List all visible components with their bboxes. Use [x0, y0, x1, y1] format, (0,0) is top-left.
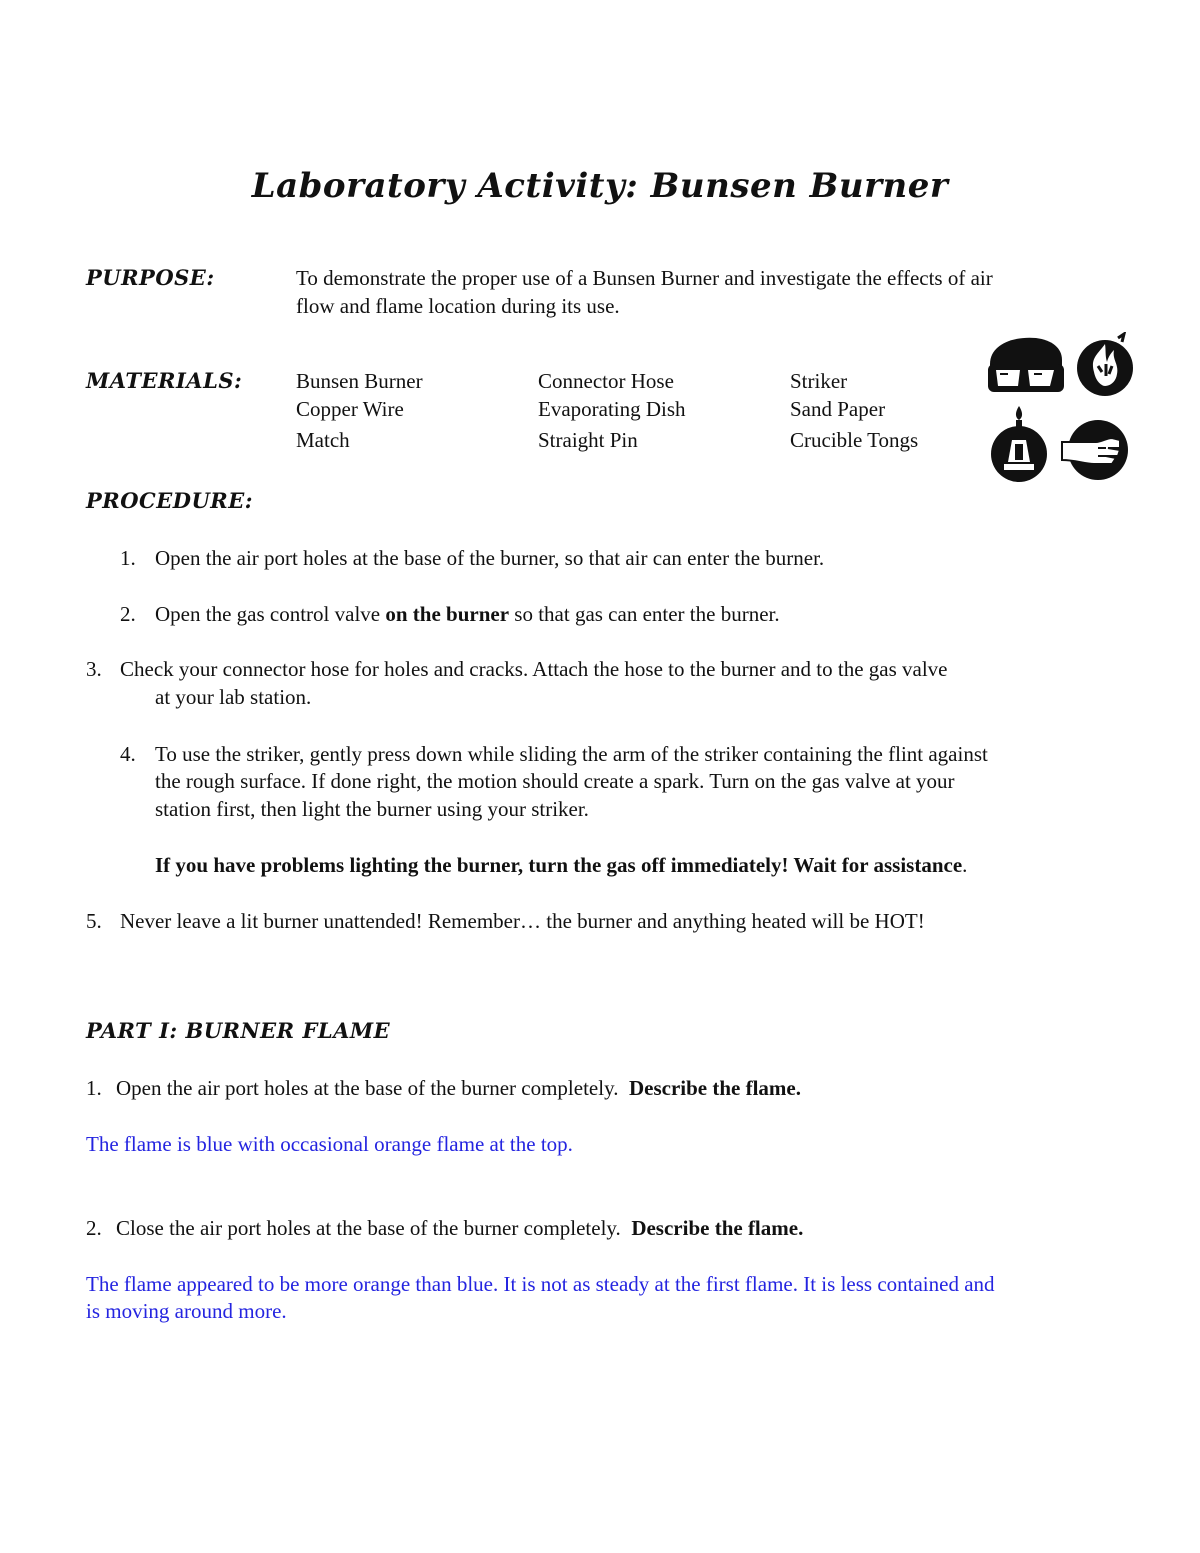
material-item: Bunsen Burner — [296, 369, 423, 393]
material-item: Sand Paper — [790, 397, 886, 421]
answer-2-line1: The flame appeared to be more orange than blue. It is not as steady at the first flame. It is less contained and — [86, 1272, 995, 1296]
procedure-label: PROCEDURE: — [86, 488, 253, 513]
answer-1: The flame is blue with occasional orange flame at the top. — [86, 1132, 573, 1156]
part1-heading: PART I: BURNER FLAME — [86, 1018, 391, 1043]
purpose-text-line1: To demonstrate the proper use of a Bunsen Burner and investigate the effects of air — [296, 266, 993, 290]
answer-2-line2: is moving around more. — [86, 1299, 287, 1323]
question-text: Close the air port holes at the base of the burner completely. Describe the flame. — [116, 1216, 804, 1240]
step-text-line2: at your lab station. — [155, 685, 312, 709]
step-number: 3. — [86, 657, 102, 681]
material-item: Evaporating Dish — [538, 397, 686, 421]
flame-burner-icon — [986, 404, 1052, 482]
material-item: Striker — [790, 369, 848, 393]
step-text: Never leave a lit burner unattended! Remember… the burner and anything heated will be HOT! — [120, 909, 925, 933]
step-text-line1: To use the striker, gently press down while sliding the arm of the striker containing the flint against — [155, 742, 988, 766]
page-title: Laboratory Activity: Bunsen Burner — [251, 166, 949, 206]
material-item: Match — [296, 428, 350, 452]
hand-protection-icon — [1058, 418, 1132, 480]
step-text-line3: station first, then light the burner using your striker. — [155, 797, 589, 821]
step-text-line2: the rough surface. If done right, the motion should create a spark. Turn on the gas valve at your — [155, 769, 955, 793]
purpose-label: PURPOSE: — [86, 265, 215, 290]
step-number: 1. — [120, 546, 136, 570]
warning-text: If you have problems lighting the burner, turn the gas off immediately! Wait for assistance. — [155, 853, 968, 877]
fire-icon — [1074, 332, 1136, 398]
purpose-text-line2: flow and flame location during its use. — [296, 294, 620, 318]
question-text: Open the air port holes at the base of the burner completely. Describe the flame. — [116, 1076, 801, 1100]
step-number: 2. — [120, 602, 136, 626]
question-number: 1. — [86, 1076, 102, 1100]
goggles-icon — [984, 334, 1066, 398]
materials-label: MATERIALS: — [86, 368, 243, 393]
material-item: Straight Pin — [538, 428, 638, 452]
step-text: Open the air port holes at the base of the burner, so that air can enter the burner. — [155, 546, 825, 570]
step-text: Open the gas control valve on the burner so that gas can enter the burner. — [155, 602, 780, 626]
material-item: Copper Wire — [296, 397, 404, 421]
material-item: Crucible Tongs — [790, 428, 919, 452]
step-number: 4. — [120, 742, 136, 766]
step-number: 5. — [86, 909, 102, 933]
material-item: Connector Hose — [538, 369, 674, 393]
question-number: 2. — [86, 1216, 102, 1240]
step-text-line1: Check your connector hose for holes and cracks. Attach the hose to the burner and to the gas valve — [120, 657, 948, 681]
